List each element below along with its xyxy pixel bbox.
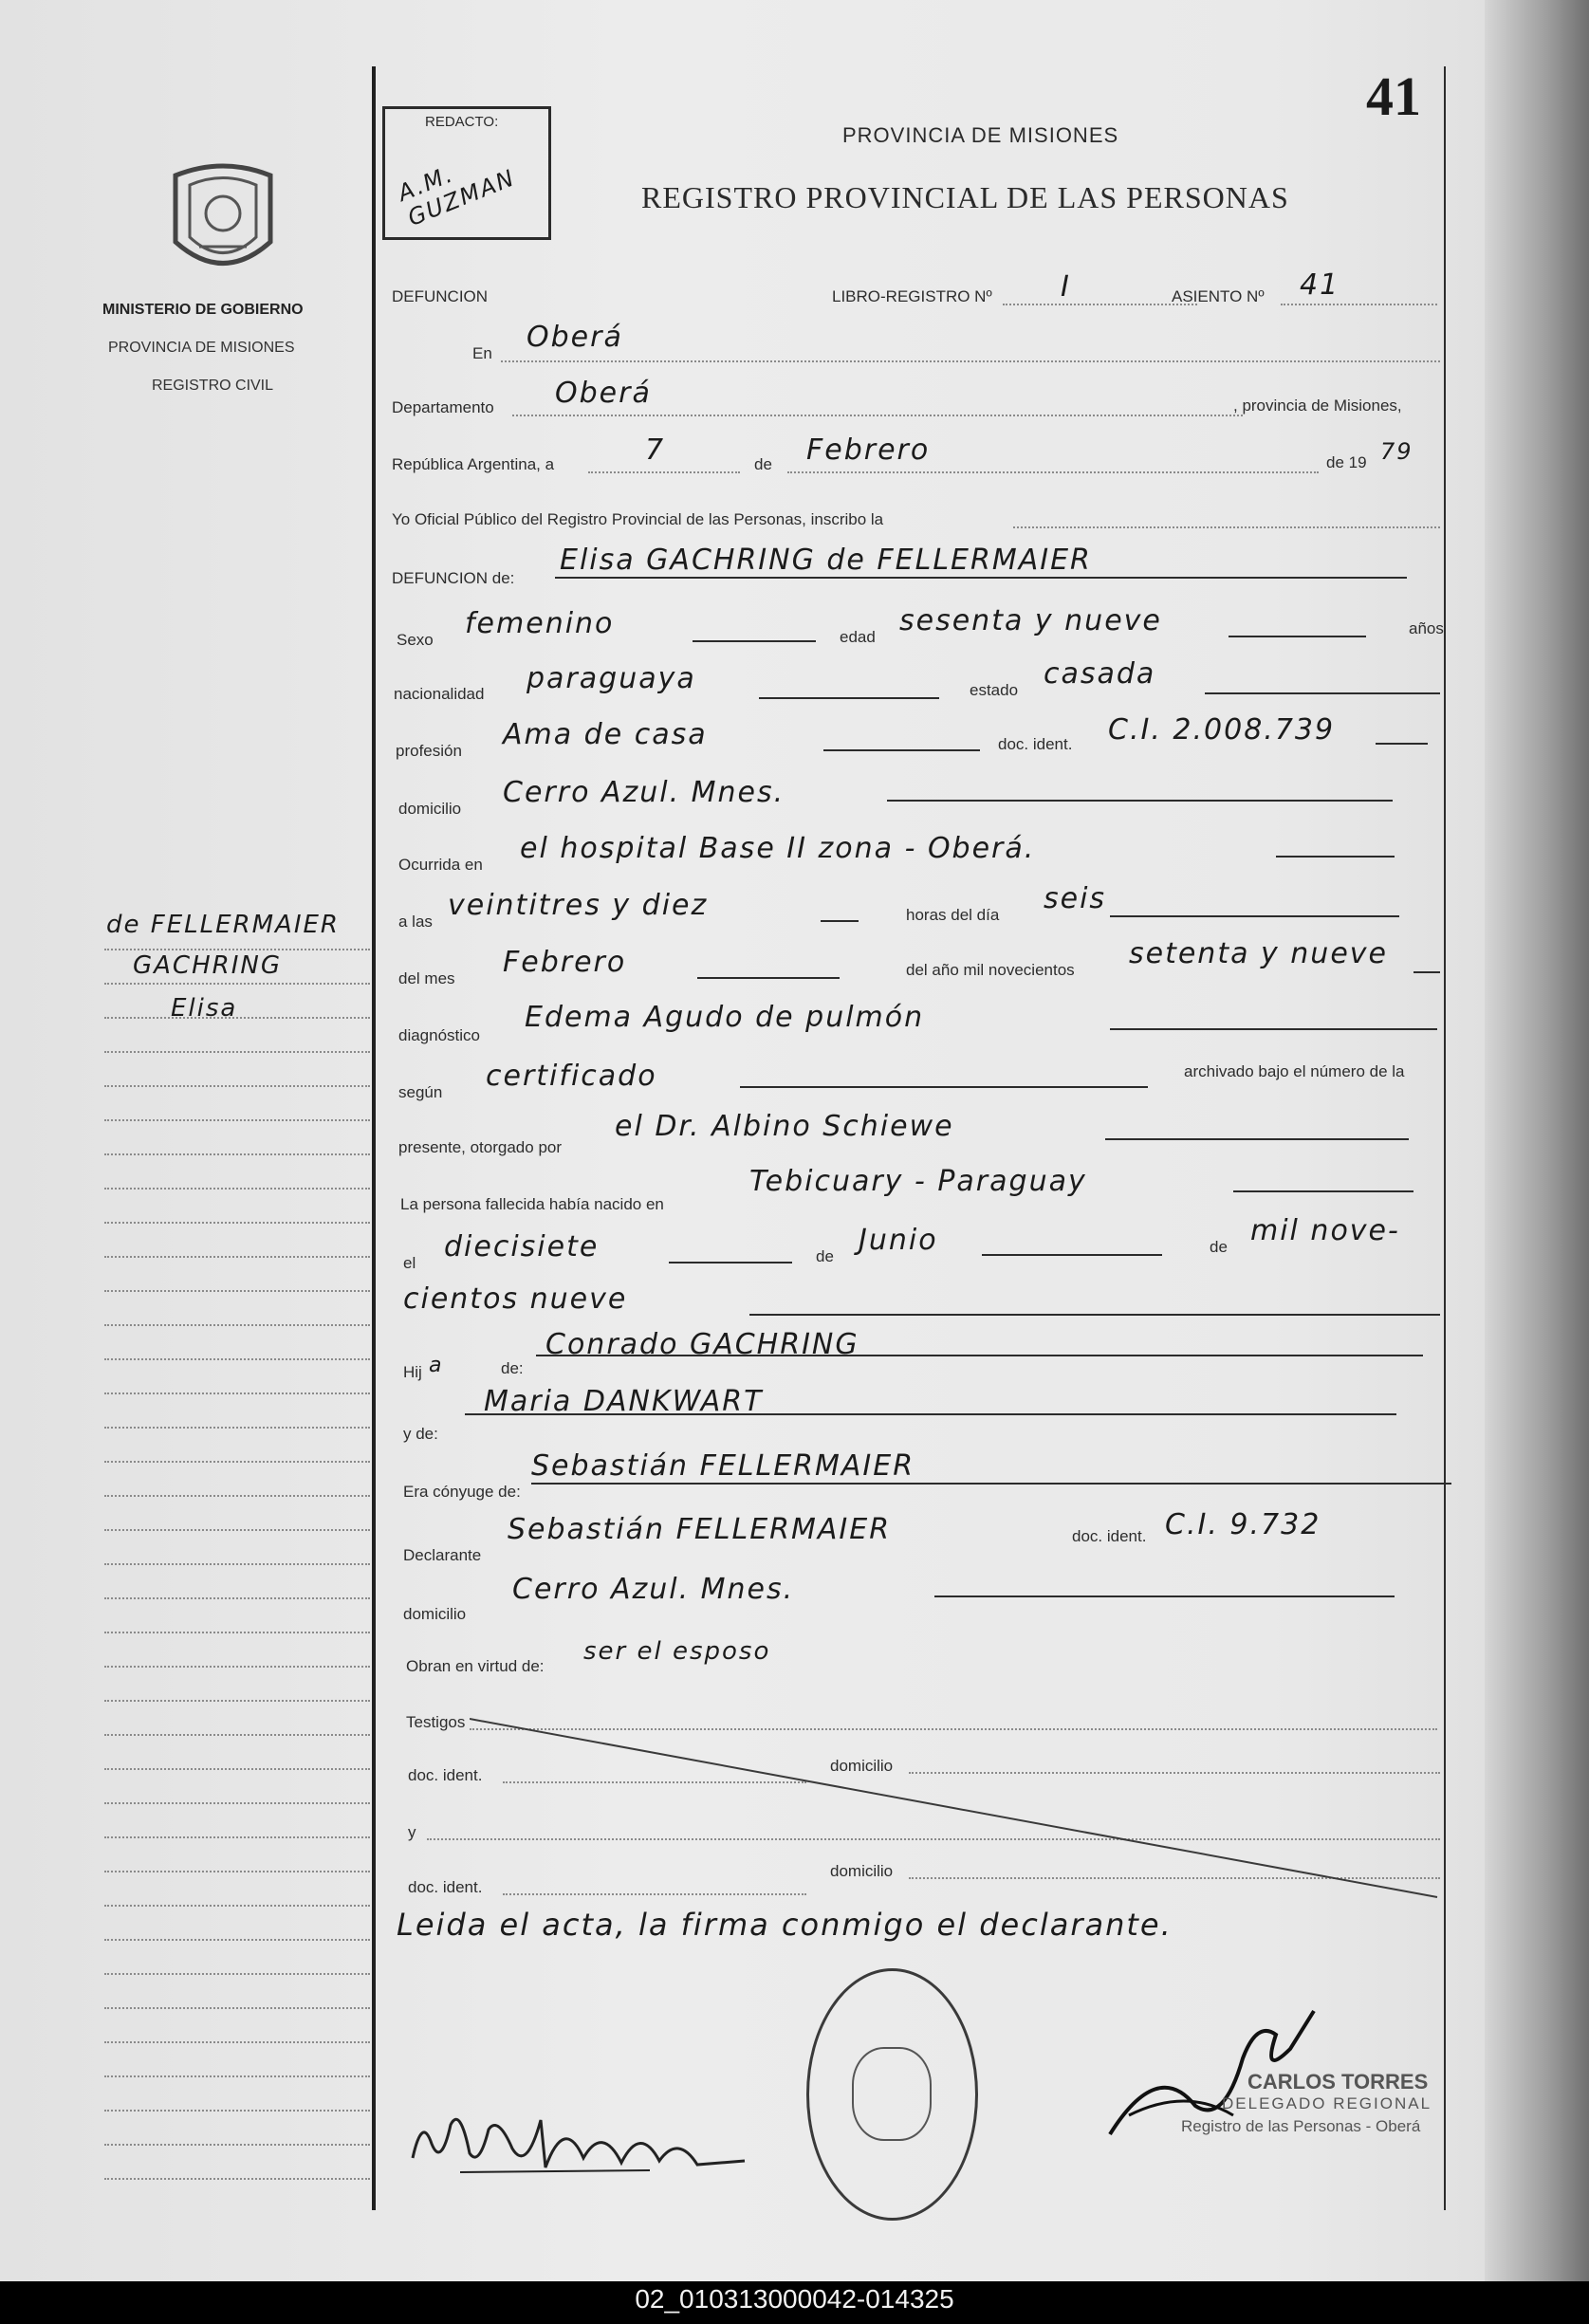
nacionalidad-label: nacionalidad bbox=[394, 685, 485, 703]
del-mes-value: Febrero bbox=[503, 946, 627, 979]
margin-ruled-line bbox=[104, 2178, 370, 2180]
defuncion-de-label: DEFUNCION de: bbox=[392, 569, 515, 587]
margin-ruled-line bbox=[104, 949, 370, 950]
margin-ruled-line bbox=[104, 1632, 370, 1633]
testigos-label: Testigos bbox=[406, 1713, 466, 1731]
del-mes-label: del mes bbox=[398, 969, 455, 987]
republica-label: República Argentina, a bbox=[392, 455, 555, 473]
y-label: y bbox=[408, 1823, 416, 1841]
diagnostico-value: Edema Agudo de pulmón bbox=[525, 1001, 925, 1034]
stamp-registry: Registro de las Personas - Oberá bbox=[1181, 2117, 1421, 2135]
del-ano-label: del año mil novecientos bbox=[906, 961, 1075, 979]
nac-month-value: Junio bbox=[859, 1224, 938, 1257]
archivado-label: archivado bajo el número de la bbox=[1184, 1062, 1405, 1080]
departamento-label: Departamento bbox=[392, 398, 494, 416]
margin-ruled-line bbox=[104, 1802, 370, 1804]
asiento-label: ASIENTO Nº bbox=[1172, 287, 1265, 305]
sexo-value: femenino bbox=[465, 607, 615, 640]
margin-ruled-line bbox=[104, 1529, 370, 1531]
margin-ruled-line bbox=[104, 1563, 370, 1565]
margin-ruled-line bbox=[104, 1905, 370, 1907]
father-name: Conrado GACHRING bbox=[545, 1328, 859, 1361]
redacto-signature: A.M. GUZMAN bbox=[394, 160, 520, 231]
declarante-doc-value: C.I. 9.732 bbox=[1165, 1508, 1321, 1541]
margin-ruled-line bbox=[104, 1290, 370, 1292]
margin-ruled-line bbox=[104, 1222, 370, 1224]
asiento-value: 41 bbox=[1300, 268, 1340, 302]
obran-label: Obran en virtud de: bbox=[406, 1657, 545, 1675]
ministry-province: PROVINCIA DE MISIONES bbox=[108, 340, 295, 356]
margin-ruled-line bbox=[104, 1461, 370, 1463]
declarante-label: Declarante bbox=[403, 1546, 482, 1564]
provincia-suffix: , provincia de Misiones, bbox=[1233, 397, 1402, 415]
diagnostico-label: diagnóstico bbox=[398, 1026, 481, 1044]
segun-label: según bbox=[398, 1083, 443, 1101]
deceased-name: Elisa GACHRING de FELLERMAIER bbox=[560, 544, 1092, 577]
domicilio2-label: domicilio bbox=[403, 1605, 467, 1623]
margin-ruled-line bbox=[104, 983, 370, 985]
domicilio2-value: Cerro Azul. Mnes. bbox=[512, 1573, 795, 1606]
hija-suffix: a bbox=[429, 1354, 444, 1377]
libro-label: LIBRO-REGISTRO Nº bbox=[832, 287, 992, 305]
mother-name: Maria DANKWART bbox=[484, 1385, 764, 1418]
year-prefix: de 19 bbox=[1326, 453, 1367, 471]
margin-ruled-line bbox=[104, 1495, 370, 1497]
ocurrida-value: el hospital Base II zona - Oberá. bbox=[520, 832, 1036, 865]
coat-of-arms-icon bbox=[161, 157, 285, 285]
a-las-value: veintitres y diez bbox=[448, 889, 709, 922]
profesion-label: profesión bbox=[396, 742, 462, 760]
conyuge-value: Sebastián FELLERMAIER bbox=[531, 1449, 915, 1483]
month-value: Febrero bbox=[806, 433, 931, 467]
margin-ruled-line bbox=[104, 1939, 370, 1941]
testigos-domicilio-label: domicilio bbox=[830, 1757, 894, 1775]
hija-label: Hij bbox=[403, 1363, 422, 1381]
departamento-value: Oberá bbox=[555, 377, 652, 410]
margin-note-line2: GACHRING bbox=[133, 951, 282, 980]
domicilio-value: Cerro Azul. Mnes. bbox=[503, 776, 785, 809]
doc-ident-label: doc. ident. bbox=[998, 735, 1073, 753]
declarante-doc-label: doc. ident. bbox=[1072, 1527, 1147, 1545]
obran-value: ser el esposo bbox=[583, 1637, 771, 1666]
presente-value: el Dr. Albino Schiewe bbox=[615, 1110, 954, 1143]
sexo-label: Sexo bbox=[397, 631, 434, 649]
margin-ruled-line bbox=[104, 1836, 370, 1838]
margin-ruled-line bbox=[104, 1324, 370, 1326]
doc-ident-value: C.I. 2.008.739 bbox=[1108, 713, 1336, 747]
margin-ruled-line bbox=[104, 2007, 370, 2009]
y-de-label: y de: bbox=[403, 1425, 438, 1443]
presente-label: presente, otorgado por bbox=[398, 1138, 563, 1156]
registry-seal bbox=[806, 1968, 978, 2221]
margin-note-line1: de FELLERMAIER bbox=[106, 911, 340, 939]
ocurrida-label: Ocurrida en bbox=[398, 856, 483, 874]
page-edge bbox=[1485, 0, 1589, 2281]
stamp-title: DELEGADO REGIONAL bbox=[1222, 2094, 1432, 2112]
page-number: 41 bbox=[1366, 65, 1421, 127]
seal-emblem-icon bbox=[852, 2047, 932, 2141]
ministry-title: MINISTERIO DE GOBIERNO bbox=[102, 302, 304, 318]
margin-note-line3: Elisa bbox=[171, 994, 238, 1023]
del-ano-value: setenta y nueve bbox=[1129, 937, 1388, 970]
day-value: 7 bbox=[645, 433, 666, 467]
de-label-2: de bbox=[816, 1247, 834, 1265]
record-type: DEFUNCION bbox=[392, 287, 489, 305]
margin-ruled-line bbox=[104, 1256, 370, 1258]
testigos-domicilio-label-2: domicilio bbox=[830, 1862, 894, 1880]
redacto-label: REDACTO: bbox=[425, 114, 499, 130]
margin-ruled-line bbox=[104, 1597, 370, 1599]
nacido-label: La persona fallecida había nacido en bbox=[400, 1195, 664, 1213]
margin-ruled-line bbox=[104, 2041, 370, 2043]
margin-ruled-line bbox=[104, 1085, 370, 1087]
footer-id: 02_010313000042-014325 bbox=[635, 2284, 954, 2314]
margin-ruled-line bbox=[104, 1871, 370, 1872]
margin-ruled-line bbox=[104, 1358, 370, 1360]
margin-ruled-line bbox=[104, 1153, 370, 1155]
oficial-text: Yo Oficial Público del Registro Provincial de las Personas, inscribo la bbox=[392, 510, 884, 528]
testigos-doc-label: doc. ident. bbox=[408, 1766, 483, 1784]
margin-ruled-line bbox=[104, 1427, 370, 1429]
libro-value: I bbox=[1061, 270, 1071, 304]
segun-value: certificado bbox=[486, 1060, 657, 1093]
profesion-value: Ama de casa bbox=[503, 718, 708, 751]
edad-label: edad bbox=[840, 628, 876, 646]
margin-ruled-line bbox=[104, 1119, 370, 1121]
testigos-doc-label-2: doc. ident. bbox=[408, 1878, 483, 1896]
estado-label: estado bbox=[970, 681, 1019, 699]
en-value: Oberá bbox=[527, 321, 623, 354]
margin-ruled-line bbox=[104, 1017, 370, 1019]
nacionalidad-value: paraguaya bbox=[527, 662, 696, 695]
cancel-diagonal-line bbox=[470, 1717, 1442, 1907]
margin-ruled-line bbox=[104, 2075, 370, 2077]
conyuge-label: Era cónyuge de: bbox=[403, 1483, 521, 1501]
declarante-value: Sebastián FELLERMAIER bbox=[508, 1513, 892, 1546]
edad-value: sesenta y nueve bbox=[899, 604, 1162, 637]
margin-ruled-line bbox=[104, 2110, 370, 2112]
margin-ruled-line bbox=[104, 1734, 370, 1736]
closing-statement: Leida el acta, la firma conmigo el declarante. bbox=[397, 1907, 1173, 1943]
margin-ruled-line bbox=[104, 1700, 370, 1702]
el-label: el bbox=[403, 1254, 416, 1272]
margin-ruled-line bbox=[104, 1393, 370, 1394]
right-border-line bbox=[1444, 66, 1446, 2210]
el-value: diecisiete bbox=[444, 1230, 600, 1263]
margin-line bbox=[372, 66, 376, 2210]
anos-label: años bbox=[1409, 619, 1444, 637]
en-label: En bbox=[472, 344, 492, 362]
stamp-name: CARLOS TORRES bbox=[1247, 2070, 1429, 2093]
nac-year-2: cientos nueve bbox=[403, 1282, 628, 1316]
registry-title: REGISTRO PROVINCIAL DE LAS PERSONAS bbox=[641, 180, 1289, 214]
declarant-signature-icon bbox=[403, 2077, 764, 2182]
province-title: PROVINCIA DE MISIONES bbox=[842, 123, 1119, 147]
margin-ruled-line bbox=[104, 1666, 370, 1668]
margin-ruled-line bbox=[104, 1188, 370, 1190]
margin-ruled-line bbox=[104, 1973, 370, 1975]
nacido-value: Tebicuary - Paraguay bbox=[749, 1165, 1087, 1198]
domicilio-label: domicilio bbox=[398, 800, 462, 818]
a-las-label: a las bbox=[398, 913, 433, 931]
horas-label: horas del día bbox=[906, 906, 1000, 924]
nac-year-1: mil nove- bbox=[1250, 1214, 1400, 1247]
margin-ruled-line bbox=[104, 1768, 370, 1770]
de-label-3: de bbox=[1210, 1238, 1228, 1256]
horas-value: seis bbox=[1044, 882, 1107, 915]
year-value: 79 bbox=[1380, 438, 1413, 465]
estado-value: casada bbox=[1044, 657, 1156, 691]
hija-de-label: de: bbox=[501, 1359, 524, 1377]
ministry-registry: REGISTRO CIVIL bbox=[152, 378, 274, 394]
margin-ruled-line bbox=[104, 1051, 370, 1053]
de-label: de bbox=[754, 455, 772, 473]
margin-ruled-line bbox=[104, 2144, 370, 2146]
